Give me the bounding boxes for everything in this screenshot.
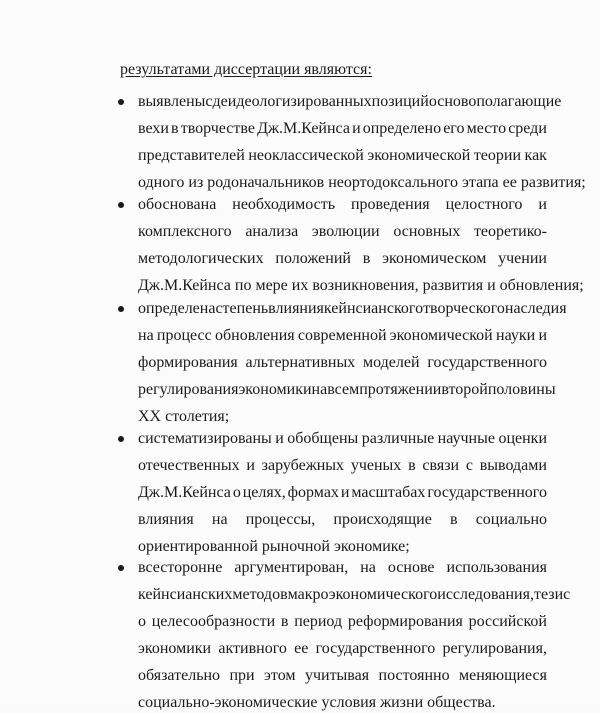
word: различные	[361, 430, 435, 447]
word: этом	[264, 667, 296, 684]
item-line	[138, 146, 547, 166]
word: деидеологизированных	[212, 93, 372, 110]
word: систематизированы	[138, 430, 272, 447]
word: реформирования	[347, 613, 463, 630]
bullet-icon	[118, 99, 124, 105]
item-line	[138, 92, 562, 112]
word: происходящие	[333, 511, 432, 528]
word: государственного	[427, 354, 547, 371]
item-line	[138, 195, 547, 215]
item-line	[138, 456, 547, 476]
word: среди	[508, 120, 547, 137]
bullet-icon	[118, 436, 124, 442]
word: анализа	[245, 223, 299, 240]
word: на	[311, 381, 328, 398]
word: регулирования	[138, 381, 239, 398]
word: обязательно	[138, 667, 221, 684]
item-line: одного из родоначальников неортодоксального этапа ее развития;	[138, 174, 586, 191]
word: ее	[294, 640, 309, 657]
word: комплексного	[138, 223, 232, 240]
word: в	[171, 120, 179, 137]
word: протяжении	[359, 381, 442, 398]
word: обновления	[215, 327, 295, 344]
word: о	[138, 613, 146, 630]
word: современной	[297, 327, 387, 344]
item-line	[138, 483, 547, 503]
word: в	[449, 511, 458, 528]
word: меняющиеся	[459, 667, 547, 684]
word: российской	[468, 613, 547, 630]
word: Дж.М.Кейнса	[257, 120, 350, 137]
word: как	[524, 147, 547, 164]
word: Дж.М.Кейнса	[138, 484, 231, 501]
word: учитывая	[304, 667, 370, 684]
word: исследования,	[437, 586, 534, 603]
word: использования	[446, 559, 547, 576]
word: необходимость	[232, 196, 336, 213]
word: масштабах	[351, 484, 426, 501]
word: о	[232, 484, 241, 501]
word: творческого	[423, 300, 505, 317]
word: в	[362, 250, 371, 267]
item-line	[138, 326, 547, 346]
word: на	[211, 511, 228, 528]
section-heading: результатами диссертации являются:	[120, 61, 372, 78]
item-line	[138, 585, 571, 605]
word: его	[443, 120, 465, 137]
bullet-icon	[118, 565, 124, 571]
word: и	[246, 457, 255, 474]
word: с	[205, 93, 213, 110]
word: вехи	[138, 120, 169, 137]
word: государственного	[315, 640, 436, 657]
item-line	[138, 666, 547, 686]
word: творчестве	[180, 120, 255, 137]
word: на	[360, 559, 376, 576]
word: методов	[232, 586, 288, 603]
word: социально	[475, 511, 547, 528]
word: влияния	[268, 300, 324, 317]
item-line	[138, 299, 567, 319]
item-line: социально-экономические условия жизни общества.	[138, 694, 496, 711]
word: методологических	[138, 250, 264, 267]
word: ученых	[350, 457, 402, 474]
word: в	[280, 613, 289, 630]
word: тезис	[533, 586, 571, 603]
word: позиций	[371, 93, 429, 110]
word: наследия	[504, 300, 567, 317]
word: и	[538, 196, 547, 213]
word: неоклассической	[248, 147, 364, 164]
item-line	[138, 558, 547, 578]
word: отечественных	[138, 457, 240, 474]
word: зарубежных	[261, 457, 345, 474]
word: макроэкономического	[287, 586, 438, 603]
word: регулирования,	[442, 640, 547, 657]
word: место	[466, 120, 507, 137]
bullet-icon	[118, 306, 124, 312]
word: моделей	[363, 354, 420, 371]
item-line	[138, 510, 547, 530]
word: активного	[218, 640, 287, 657]
word: теоретико-	[473, 223, 547, 240]
word: и	[275, 430, 284, 447]
word: кейнсианского	[323, 300, 424, 317]
word: половины	[487, 381, 556, 398]
word: положений	[275, 250, 351, 267]
word: основополагающие	[428, 93, 562, 110]
item-line: XX столетия;	[138, 408, 230, 425]
word: на	[138, 327, 154, 344]
item-line: ориентированной рыночной экономике;	[138, 538, 410, 555]
word: теории	[473, 147, 522, 164]
word: экономики	[138, 640, 212, 657]
word: кейнсианских	[138, 586, 233, 603]
word: учении	[498, 250, 547, 267]
word: выявлены	[138, 93, 206, 110]
word: экономической	[389, 327, 493, 344]
word: период	[294, 613, 343, 630]
item-line	[138, 222, 547, 242]
item-line	[138, 119, 547, 139]
word: и	[352, 120, 361, 137]
word: степень	[215, 300, 269, 317]
item-line	[138, 612, 547, 632]
item-line	[138, 249, 547, 269]
word: и	[340, 484, 350, 501]
word: процессы,	[245, 511, 316, 528]
word: целесообразности	[151, 613, 276, 630]
item-line	[138, 429, 547, 449]
word: всесторонне	[138, 559, 223, 576]
word: научные	[437, 430, 495, 447]
word: обобщены	[287, 430, 359, 447]
item-line	[138, 353, 547, 373]
word: проведения	[350, 196, 430, 213]
word: определена	[138, 300, 216, 317]
item-line	[138, 639, 547, 659]
word: аргументирован,	[234, 559, 349, 576]
word: в	[408, 457, 416, 474]
word: процесс	[156, 327, 212, 344]
word: и	[538, 327, 547, 344]
word: оценки	[498, 430, 547, 447]
item-line: Дж.М.Кейнса по мере их возникновения, развития и обновления;	[138, 277, 584, 294]
word: науки	[496, 327, 536, 344]
word: всем	[327, 381, 360, 398]
word: представителей	[138, 147, 245, 164]
word: альтернативных	[245, 354, 356, 371]
word: связи	[422, 457, 460, 474]
word: формирования	[138, 354, 238, 371]
word: постоянно	[378, 667, 450, 684]
word: целях,	[242, 484, 286, 501]
word: основных	[393, 223, 461, 240]
word: целостного	[445, 196, 523, 213]
word: влияния	[138, 511, 194, 528]
word: определено	[362, 120, 442, 137]
word: эволюции	[311, 223, 380, 240]
word: при	[229, 667, 255, 684]
item-line	[138, 380, 556, 400]
word: экономической	[367, 147, 471, 164]
word: с	[465, 457, 473, 474]
word: обоснована	[138, 196, 217, 213]
bullet-icon	[118, 202, 124, 208]
word: государственного	[427, 484, 547, 501]
word: основе	[387, 559, 435, 576]
word: формах	[287, 484, 339, 501]
word: экономическом	[382, 250, 487, 267]
word: выводами	[479, 457, 547, 474]
word: экономики	[238, 381, 312, 398]
word: второй	[441, 381, 488, 398]
